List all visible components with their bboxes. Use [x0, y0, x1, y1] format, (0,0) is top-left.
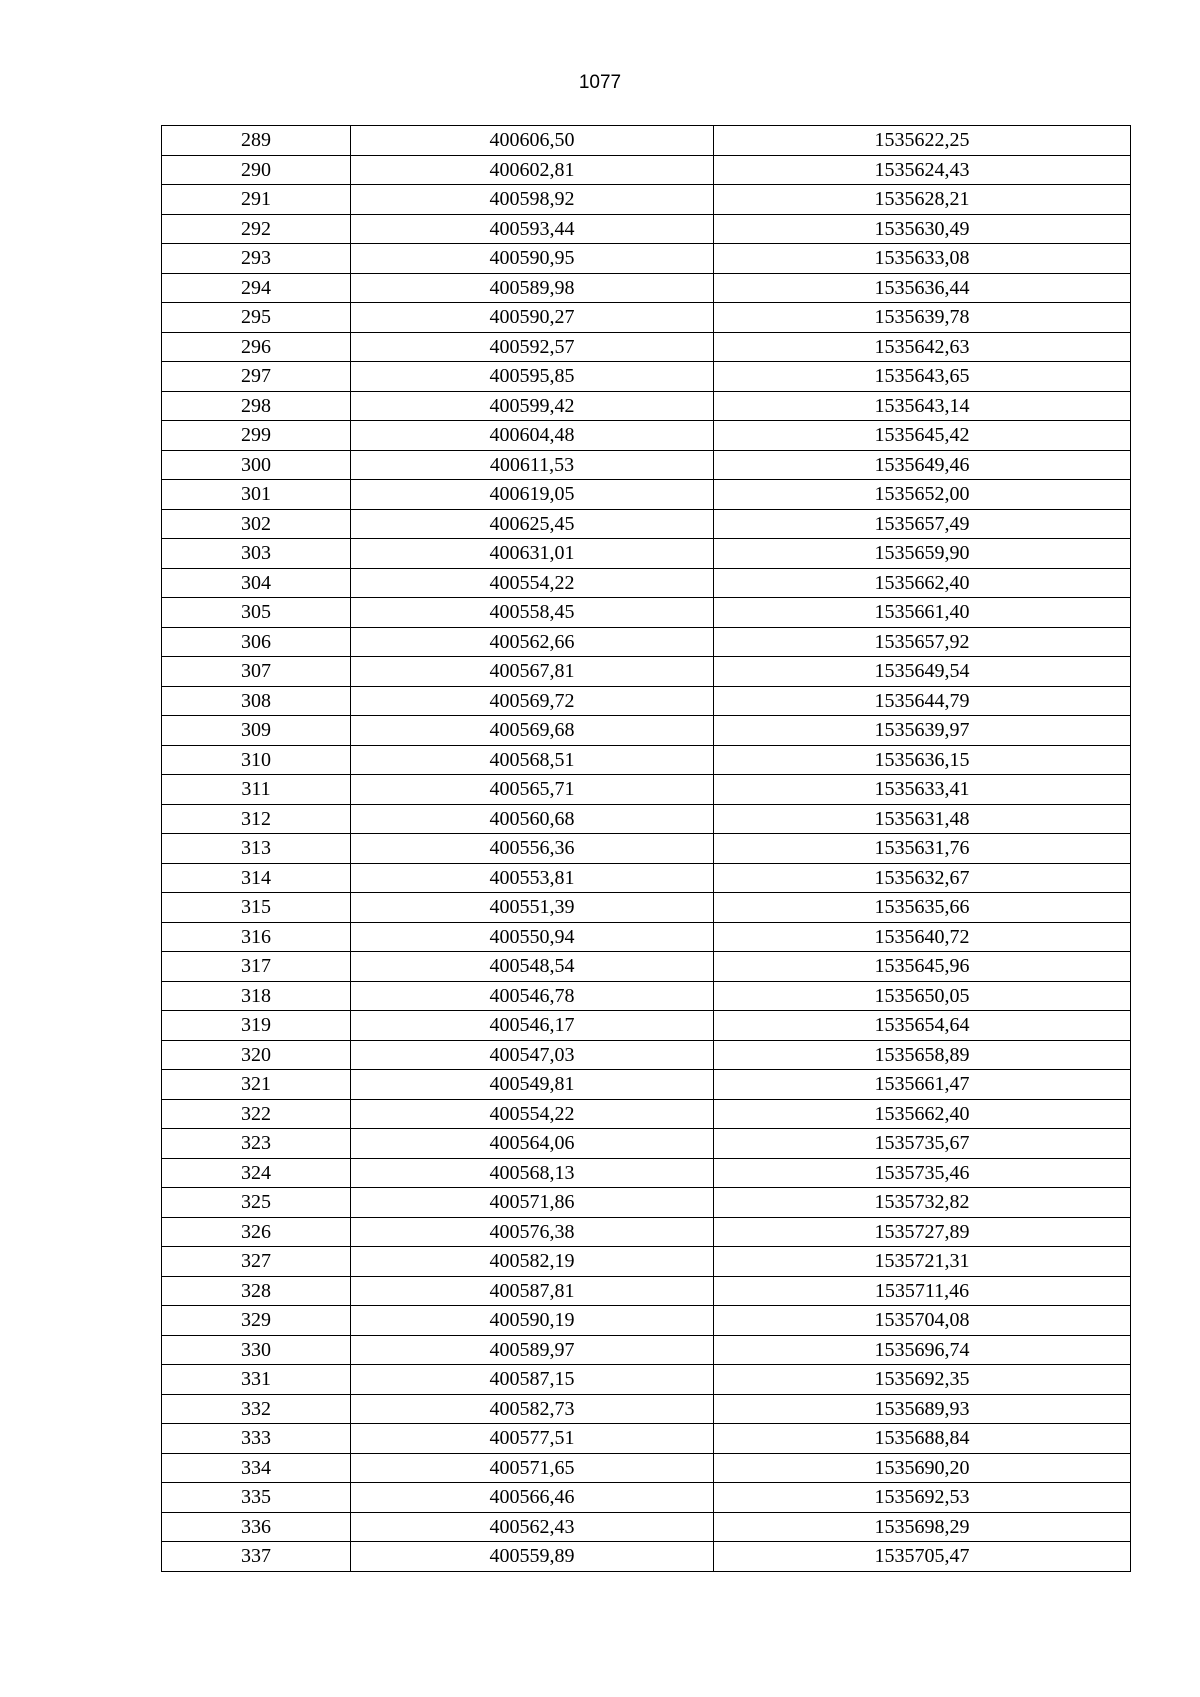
- table-row: [162, 598, 1131, 628]
- x-coordinate-cell: 400602,81: [351, 155, 714, 185]
- y-coordinate-cell: 1535630,49: [714, 214, 1131, 244]
- x-coordinate-cell: 400566,46: [351, 1483, 714, 1513]
- y-coordinate-cell: 1535692,35: [714, 1365, 1131, 1395]
- point-number-cell: 294: [162, 273, 351, 303]
- y-coordinate-cell: 1535650,05: [714, 981, 1131, 1011]
- y-coordinate-cell: 1535711,46: [714, 1276, 1131, 1306]
- x-coordinate-cell: 400569,68: [351, 716, 714, 746]
- point-number-cell: 330: [162, 1335, 351, 1365]
- y-coordinate-cell: 1535624,43: [714, 155, 1131, 185]
- table-row: [162, 627, 1131, 657]
- x-coordinate-cell: 400589,97: [351, 1335, 714, 1365]
- y-coordinate-cell: 1535633,41: [714, 775, 1131, 805]
- x-coordinate-cell: 400553,81: [351, 863, 714, 893]
- y-coordinate-cell: 1535652,00: [714, 480, 1131, 510]
- point-number-cell: 303: [162, 539, 351, 569]
- x-coordinate-cell: 400604,48: [351, 421, 714, 451]
- table-row: [162, 480, 1131, 510]
- point-number-cell: 322: [162, 1099, 351, 1129]
- x-coordinate-cell: 400577,51: [351, 1424, 714, 1454]
- point-number-cell: 290: [162, 155, 351, 185]
- x-coordinate-cell: 400559,89: [351, 1542, 714, 1572]
- table-row: [162, 244, 1131, 274]
- table-row: [162, 421, 1131, 451]
- x-coordinate-cell: 400568,51: [351, 745, 714, 775]
- y-coordinate-cell: 1535661,47: [714, 1070, 1131, 1100]
- y-coordinate-cell: 1535633,08: [714, 244, 1131, 274]
- table-row: [162, 1070, 1131, 1100]
- table-row: [162, 775, 1131, 805]
- coordinates-table-body: [162, 126, 1131, 1572]
- x-coordinate-cell: 400554,22: [351, 1099, 714, 1129]
- y-coordinate-cell: 1535649,46: [714, 450, 1131, 480]
- table-row: [162, 155, 1131, 185]
- point-number-cell: 296: [162, 332, 351, 362]
- x-coordinate-cell: 400598,92: [351, 185, 714, 215]
- x-coordinate-cell: 400556,36: [351, 834, 714, 864]
- point-number-cell: 325: [162, 1188, 351, 1218]
- point-number-cell: 333: [162, 1424, 351, 1454]
- x-coordinate-cell: 400595,85: [351, 362, 714, 392]
- table-row: [162, 1453, 1131, 1483]
- table-row: [162, 745, 1131, 775]
- y-coordinate-cell: 1535705,47: [714, 1542, 1131, 1572]
- table-row: [162, 509, 1131, 539]
- table-row: [162, 716, 1131, 746]
- table-row: [162, 1099, 1131, 1129]
- x-coordinate-cell: 400547,03: [351, 1040, 714, 1070]
- x-coordinate-cell: 400548,54: [351, 952, 714, 982]
- table-row: [162, 1158, 1131, 1188]
- table-row: [162, 863, 1131, 893]
- table-row: [162, 1365, 1131, 1395]
- y-coordinate-cell: 1535640,72: [714, 922, 1131, 952]
- point-number-cell: 320: [162, 1040, 351, 1070]
- y-coordinate-cell: 1535645,96: [714, 952, 1131, 982]
- table-row: [162, 834, 1131, 864]
- point-number-cell: 326: [162, 1217, 351, 1247]
- x-coordinate-cell: 400582,73: [351, 1394, 714, 1424]
- table-row: [162, 1011, 1131, 1041]
- y-coordinate-cell: 1535639,78: [714, 303, 1131, 333]
- point-number-cell: 292: [162, 214, 351, 244]
- x-coordinate-cell: 400551,39: [351, 893, 714, 923]
- x-coordinate-cell: 400631,01: [351, 539, 714, 569]
- point-number-cell: 335: [162, 1483, 351, 1513]
- y-coordinate-cell: 1535658,89: [714, 1040, 1131, 1070]
- y-coordinate-cell: 1535690,20: [714, 1453, 1131, 1483]
- x-coordinate-cell: 400619,05: [351, 480, 714, 510]
- point-number-cell: 310: [162, 745, 351, 775]
- point-number-cell: 304: [162, 568, 351, 598]
- y-coordinate-cell: 1535727,89: [714, 1217, 1131, 1247]
- y-coordinate-cell: 1535649,54: [714, 657, 1131, 687]
- x-coordinate-cell: 400576,38: [351, 1217, 714, 1247]
- point-number-cell: 293: [162, 244, 351, 274]
- y-coordinate-cell: 1535735,46: [714, 1158, 1131, 1188]
- x-coordinate-cell: 400554,22: [351, 568, 714, 598]
- table-row: [162, 1483, 1131, 1513]
- x-coordinate-cell: 400550,94: [351, 922, 714, 952]
- y-coordinate-cell: 1535659,90: [714, 539, 1131, 569]
- y-coordinate-cell: 1535635,66: [714, 893, 1131, 923]
- table-row: [162, 1335, 1131, 1365]
- table-row: [162, 981, 1131, 1011]
- table-row: [162, 214, 1131, 244]
- table-row: [162, 1542, 1131, 1572]
- x-coordinate-cell: 400567,81: [351, 657, 714, 687]
- table-row: [162, 1512, 1131, 1542]
- point-number-cell: 337: [162, 1542, 351, 1572]
- point-number-cell: 313: [162, 834, 351, 864]
- x-coordinate-cell: 400571,86: [351, 1188, 714, 1218]
- table-row: [162, 922, 1131, 952]
- y-coordinate-cell: 1535657,49: [714, 509, 1131, 539]
- x-coordinate-cell: 400590,27: [351, 303, 714, 333]
- y-coordinate-cell: 1535735,67: [714, 1129, 1131, 1159]
- x-coordinate-cell: 400568,13: [351, 1158, 714, 1188]
- point-number-cell: 308: [162, 686, 351, 716]
- table-row: [162, 657, 1131, 687]
- table-row: [162, 568, 1131, 598]
- point-number-cell: 317: [162, 952, 351, 982]
- table-row: [162, 539, 1131, 569]
- table-row: [162, 952, 1131, 982]
- point-number-cell: 316: [162, 922, 351, 952]
- y-coordinate-cell: 1535662,40: [714, 568, 1131, 598]
- table-row: [162, 1394, 1131, 1424]
- point-number-cell: 302: [162, 509, 351, 539]
- table-row: [162, 1129, 1131, 1159]
- point-number-cell: 329: [162, 1306, 351, 1336]
- x-coordinate-cell: 400590,95: [351, 244, 714, 274]
- point-number-cell: 319: [162, 1011, 351, 1041]
- x-coordinate-cell: 400606,50: [351, 126, 714, 156]
- point-number-cell: 291: [162, 185, 351, 215]
- point-number-cell: 309: [162, 716, 351, 746]
- table-row: [162, 1424, 1131, 1454]
- x-coordinate-cell: 400546,17: [351, 1011, 714, 1041]
- table-row: [162, 332, 1131, 362]
- table-row: [162, 126, 1131, 156]
- table-row: [162, 1217, 1131, 1247]
- y-coordinate-cell: 1535631,48: [714, 804, 1131, 834]
- y-coordinate-cell: 1535689,93: [714, 1394, 1131, 1424]
- y-coordinate-cell: 1535643,14: [714, 391, 1131, 421]
- table-row: [162, 893, 1131, 923]
- x-coordinate-cell: 400565,71: [351, 775, 714, 805]
- point-number-cell: 298: [162, 391, 351, 421]
- point-number-cell: 307: [162, 657, 351, 687]
- point-number-cell: 315: [162, 893, 351, 923]
- x-coordinate-cell: 400582,19: [351, 1247, 714, 1277]
- table-row: [162, 362, 1131, 392]
- table-row: [162, 1276, 1131, 1306]
- point-number-cell: 334: [162, 1453, 351, 1483]
- x-coordinate-cell: 400558,45: [351, 598, 714, 628]
- x-coordinate-cell: 400592,57: [351, 332, 714, 362]
- x-coordinate-cell: 400546,78: [351, 981, 714, 1011]
- y-coordinate-cell: 1535645,42: [714, 421, 1131, 451]
- y-coordinate-cell: 1535657,92: [714, 627, 1131, 657]
- x-coordinate-cell: 400590,19: [351, 1306, 714, 1336]
- point-number-cell: 318: [162, 981, 351, 1011]
- x-coordinate-cell: 400625,45: [351, 509, 714, 539]
- point-number-cell: 336: [162, 1512, 351, 1542]
- x-coordinate-cell: 400560,68: [351, 804, 714, 834]
- y-coordinate-cell: 1535688,84: [714, 1424, 1131, 1454]
- table-row: [162, 450, 1131, 480]
- x-coordinate-cell: 400587,81: [351, 1276, 714, 1306]
- point-number-cell: 311: [162, 775, 351, 805]
- table-row: [162, 804, 1131, 834]
- y-coordinate-cell: 1535721,31: [714, 1247, 1131, 1277]
- point-number-cell: 306: [162, 627, 351, 657]
- point-number-cell: 314: [162, 863, 351, 893]
- point-number-cell: 321: [162, 1070, 351, 1100]
- point-number-cell: 289: [162, 126, 351, 156]
- table-row: [162, 391, 1131, 421]
- y-coordinate-cell: 1535692,53: [714, 1483, 1131, 1513]
- x-coordinate-cell: 400562,43: [351, 1512, 714, 1542]
- point-number-cell: 312: [162, 804, 351, 834]
- y-coordinate-cell: 1535644,79: [714, 686, 1131, 716]
- point-number-cell: 324: [162, 1158, 351, 1188]
- point-number-cell: 323: [162, 1129, 351, 1159]
- y-coordinate-cell: 1535654,64: [714, 1011, 1131, 1041]
- coordinates-table: [161, 125, 1131, 1572]
- y-coordinate-cell: 1535704,08: [714, 1306, 1131, 1336]
- x-coordinate-cell: 400549,81: [351, 1070, 714, 1100]
- x-coordinate-cell: 400611,53: [351, 450, 714, 480]
- x-coordinate-cell: 400569,72: [351, 686, 714, 716]
- table-row: [162, 1188, 1131, 1218]
- point-number-cell: 297: [162, 362, 351, 392]
- y-coordinate-cell: 1535632,67: [714, 863, 1131, 893]
- y-coordinate-cell: 1535642,63: [714, 332, 1131, 362]
- y-coordinate-cell: 1535636,15: [714, 745, 1131, 775]
- y-coordinate-cell: 1535628,21: [714, 185, 1131, 215]
- point-number-cell: 299: [162, 421, 351, 451]
- point-number-cell: 327: [162, 1247, 351, 1277]
- y-coordinate-cell: 1535631,76: [714, 834, 1131, 864]
- point-number-cell: 300: [162, 450, 351, 480]
- y-coordinate-cell: 1535636,44: [714, 273, 1131, 303]
- point-number-cell: 328: [162, 1276, 351, 1306]
- x-coordinate-cell: 400564,06: [351, 1129, 714, 1159]
- y-coordinate-cell: 1535698,29: [714, 1512, 1131, 1542]
- x-coordinate-cell: 400589,98: [351, 273, 714, 303]
- table-row: [162, 686, 1131, 716]
- y-coordinate-cell: 1535639,97: [714, 716, 1131, 746]
- point-number-cell: 295: [162, 303, 351, 333]
- x-coordinate-cell: 400587,15: [351, 1365, 714, 1395]
- y-coordinate-cell: 1535696,74: [714, 1335, 1131, 1365]
- y-coordinate-cell: 1535622,25: [714, 126, 1131, 156]
- page-number: 1077: [578, 72, 622, 93]
- x-coordinate-cell: 400599,42: [351, 391, 714, 421]
- table-row: [162, 273, 1131, 303]
- y-coordinate-cell: 1535662,40: [714, 1099, 1131, 1129]
- point-number-cell: 305: [162, 598, 351, 628]
- table-row: [162, 1306, 1131, 1336]
- point-number-cell: 301: [162, 480, 351, 510]
- table-row: [162, 303, 1131, 333]
- table-row: [162, 1040, 1131, 1070]
- x-coordinate-cell: 400562,66: [351, 627, 714, 657]
- y-coordinate-cell: 1535643,65: [714, 362, 1131, 392]
- y-coordinate-cell: 1535661,40: [714, 598, 1131, 628]
- x-coordinate-cell: 400593,44: [351, 214, 714, 244]
- table-row: [162, 1247, 1131, 1277]
- point-number-cell: 332: [162, 1394, 351, 1424]
- y-coordinate-cell: 1535732,82: [714, 1188, 1131, 1218]
- x-coordinate-cell: 400571,65: [351, 1453, 714, 1483]
- point-number-cell: 331: [162, 1365, 351, 1395]
- table-row: [162, 185, 1131, 215]
